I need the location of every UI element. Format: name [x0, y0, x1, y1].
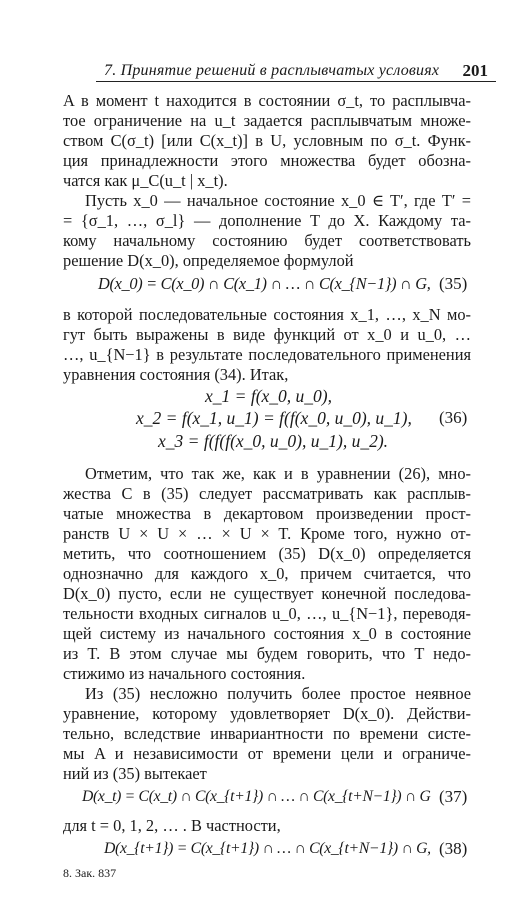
- text-line: Отметим, что так же, как и в уравнении (26), мно-: [85, 464, 471, 483]
- chapter-title: 7. Принятие решений в расплывчатых условиях: [104, 62, 440, 79]
- text-line: стижимо из начального состояния.: [63, 664, 306, 683]
- text-line: решение D(x_0), определяемое формулой: [63, 251, 354, 270]
- equation-35: D(x_0) = C(x_0) ∩ C(x_1) ∩ … ∩ C(x_{N−1}) ∩ G,: [98, 274, 431, 293]
- text-line: мы A и независимости от времени цели и ограниче-: [63, 744, 471, 763]
- text-line: = {σ_1, …, σ_l} — дополнение T до X. Каждому та-: [63, 211, 471, 230]
- text-line: однозначно для каждого x_0, причем считается, что: [63, 564, 471, 583]
- text-line: метить, что соотношением (35) D(x_0) определяется: [63, 544, 471, 563]
- text-line: …, u_{N−1} в результате последовательного применения: [63, 345, 471, 364]
- text-line: Из (35) несложно получить более простое неявное: [85, 684, 471, 703]
- header-rule: [96, 81, 496, 82]
- equation-36-line-2: x_2 = f(x_1, u_1) = f(f(x_0, u_0), u_1),: [136, 408, 412, 428]
- text-line: гут быть выражены в виде функций от x_0 и u_0, …: [63, 325, 471, 344]
- text-line: кому начальному состоянию будет соответствовать: [63, 231, 471, 250]
- running-header: [96, 60, 496, 82]
- page-number: 201: [462, 61, 488, 80]
- text-line: ранств U × U × … × U × T. Кроме того, нужно от-: [63, 524, 471, 543]
- text-line: из T. В этом случае мы будем говорить, что T недо-: [63, 644, 471, 663]
- text-line: щей систему из начального состояния x_0 в состояние: [63, 624, 471, 643]
- equation-36-line-1: x_1 = f(x_0, u_0),: [205, 386, 332, 406]
- text-line: тое ограничение на u_t задается расплывчатым множе-: [63, 111, 471, 130]
- text-line: жества C в (35) следует рассматривать как расплыв-: [63, 484, 471, 503]
- text-line: чатся как μ_C(u_t | x_t).: [63, 171, 228, 190]
- equation-38: D(x_{t+1}) = C(x_{t+1}) ∩ … ∩ C(x_{t+N−1}) ∩ G,: [104, 840, 431, 857]
- equation-number: (36): [439, 408, 468, 427]
- text-line: Пусть x_0 — начальное состояние x_0 ∈ T′, где T′ =: [85, 191, 471, 210]
- text-line: уравнения состояния (34). Итак,: [63, 365, 289, 384]
- text-line: в которой последовательные состояния x_1, …, x_N мо-: [63, 305, 471, 324]
- equation-number: (37): [439, 787, 468, 806]
- equation-number: (35): [439, 274, 468, 293]
- text-line: тельности входных сигналов u_0, …, u_{N−1}, переводя-: [63, 604, 471, 623]
- text-line: D(x_0) пусто, если не существует конечной последова-: [63, 584, 471, 603]
- equation-number: (38): [439, 839, 468, 858]
- equation-37: D(x_t) = C(x_t) ∩ C(x_{t+1}) ∩ … ∩ C(x_{t+N−1}) ∩ G: [82, 788, 431, 805]
- text-line: чатые множества в декартовом произведении прост-: [63, 504, 471, 523]
- text-line: для t = 0, 1, 2, … . В частности,: [63, 816, 281, 835]
- text-line: ция принадлежности этого множества будет обозна-: [63, 151, 471, 170]
- text-line: уравнение, которому удовлетворяет D(x_0). Действи-: [63, 704, 471, 723]
- text-line: ством C(σ_t) [или C(x_t)] в U, условным по σ_t. Функ-: [63, 131, 471, 150]
- equation-36-line-3: x_3 = f(f(f(x_0, u_0), u_1), u_2).: [158, 431, 389, 451]
- text-line: A в момент t находится в состоянии σ_t, то расплывча-: [63, 91, 471, 110]
- text-line: тельно, вследствие инвариантности по времени систе-: [63, 724, 471, 743]
- printer-signature: 8. Зак. 837: [63, 866, 117, 880]
- text-line: ний из (35) вытекает: [63, 764, 207, 783]
